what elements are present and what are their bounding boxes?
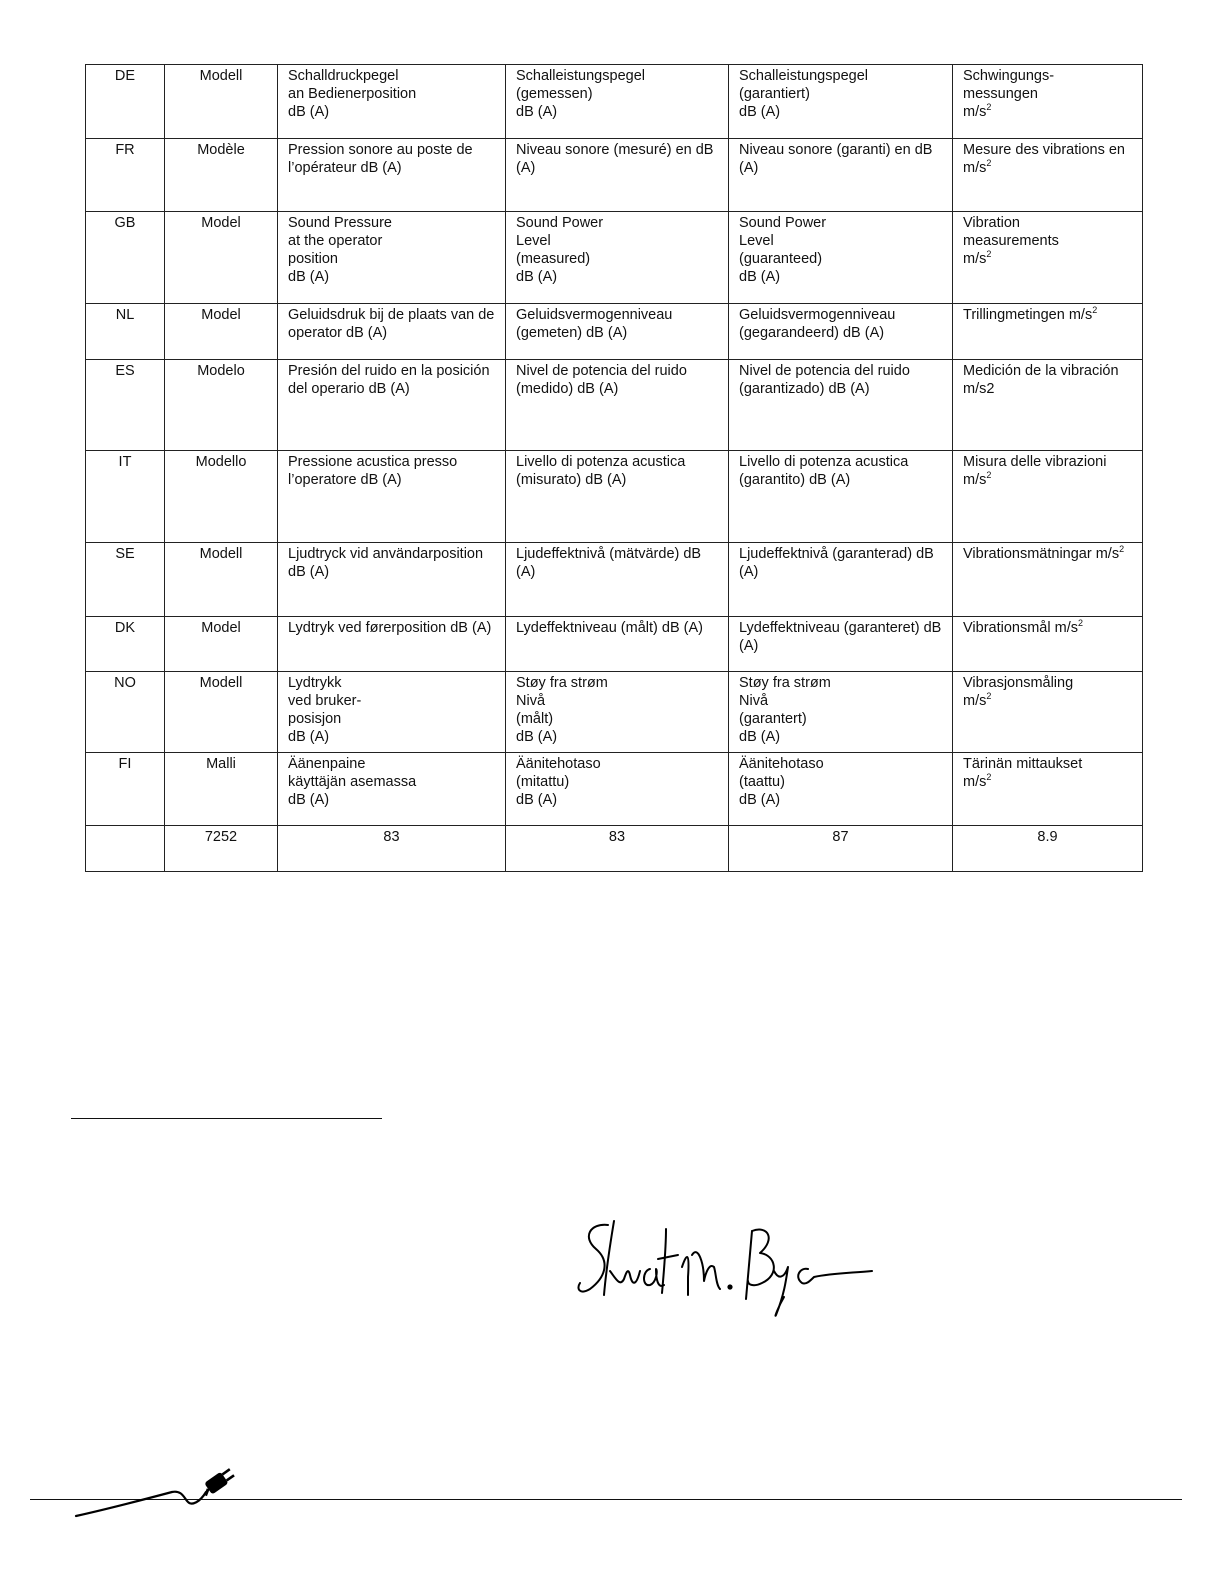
table-row <box>86 139 1143 212</box>
sound-pressure-label: Lydtryk ved førerposition dB (A) <box>278 617 506 672</box>
vibration-label: Vibration measurements $m/s^2$ <box>953 212 1143 304</box>
sound-power-guaranteed-label: Lydeffektniveau (garanteret) dB (A) <box>729 617 953 672</box>
table-row <box>86 753 1143 826</box>
sound-pressure-label: Äänenpaine käyttäjän asemassa dB (A) <box>278 753 506 826</box>
sound-power-measured-label: Ljudeffektnivå (mätvärde) dB (A) <box>506 543 729 617</box>
sound-power-guaranteed-label: Niveau sonore (garanti) en dB (A) <box>729 139 953 212</box>
vibration-label: Vibrationsmätningar $m/s^2$ <box>953 543 1143 617</box>
table-row <box>86 304 1143 360</box>
model-label: Modell <box>165 543 278 617</box>
country-code: FI <box>86 753 165 826</box>
sound-power-measured-label: Niveau sonore (mesuré) en dB (A) <box>506 139 729 212</box>
signature-line <box>71 1118 382 1119</box>
sound-power-measured-label: Schalleistungspegel (gemessen) dB (A) <box>506 65 729 139</box>
country-code: NO <box>86 672 165 753</box>
country-code: NL <box>86 304 165 360</box>
sound-power-guaranteed-label: Ljudeffektnivå (garanterad) dB (A) <box>729 543 953 617</box>
sound-power-guaranteed-label: Äänitehotaso (taattu) dB (A) <box>729 753 953 826</box>
model-label: Malli <box>165 753 278 826</box>
sound-power-measured-label: Nivel de potencia del ruido (medido) dB (A) <box>506 360 729 451</box>
sound-power-measured-label: Sound Power Level (measured) dB (A) <box>506 212 729 304</box>
country-code: DK <box>86 617 165 672</box>
sound-power-guaranteed-label: Schalleistungspegel (garantiert) dB (A) <box>729 65 953 139</box>
table-row <box>86 451 1143 543</box>
sound-pressure-value: 83 <box>278 826 506 872</box>
vibration-value: 8.9 <box>953 826 1143 872</box>
sound-pressure-label: Pressione acustica presso l’operatore dB (A) <box>278 451 506 543</box>
values-row <box>86 826 1143 872</box>
model-label: Modelo <box>165 360 278 451</box>
sound-pressure-label: Schalldruckpegel an Bedienerposition dB (A) <box>278 65 506 139</box>
table-row <box>86 672 1143 753</box>
handwritten-signature <box>570 1215 880 1320</box>
vibration-label: Mesure des vibrations en $m/s^2$ <box>953 139 1143 212</box>
noise-vibration-table <box>85 64 1143 872</box>
model-label: Modell <box>165 672 278 753</box>
country-code: DE <box>86 65 165 139</box>
sound-power-measured-label: Geluidsvermogenniveau (gemeten) dB (A) <box>506 304 729 360</box>
sound-power-measured-label: Støy fra strøm Nivå (målt) dB (A) <box>506 672 729 753</box>
country-code: IT <box>86 451 165 543</box>
vibration-label: Medición de la vibración m/s2 <box>953 360 1143 451</box>
sound-pressure-label: Presión del ruido en la posición del operario dB (A) <box>278 360 506 451</box>
vibration-label: Vibrationsmål $m/s^2$ <box>953 617 1143 672</box>
table-row <box>86 543 1143 617</box>
vibration-label: Tärinän mittaukset $m/s^2$ <box>953 753 1143 826</box>
sound-pressure-label: Geluidsdruk bij de plaats van de operator dB (A) <box>278 304 506 360</box>
table-row <box>86 617 1143 672</box>
sound-power-guaranteed-label: Livello di potenza acustica (garantito) dB (A) <box>729 451 953 543</box>
sound-power-measured-label: Lydeffektniveau (målt) dB (A) <box>506 617 729 672</box>
country-code: SE <box>86 543 165 617</box>
model-label: Model <box>165 304 278 360</box>
sound-power-measured-label: Äänitehotaso (mitattu) dB (A) <box>506 753 729 826</box>
table-row <box>86 360 1143 451</box>
model-label: Modell <box>165 65 278 139</box>
sound-pressure-label: Ljudtryck vid användarposition dB (A) <box>278 543 506 617</box>
sound-power-guaranteed-label: Støy fra strøm Nivå (garantert) dB (A) <box>729 672 953 753</box>
table-row <box>86 65 1143 139</box>
sound-power-measured-value: 83 <box>506 826 729 872</box>
power-plug-icon <box>72 1468 242 1520</box>
sound-pressure-label: Sound Pressure at the operator position dB (A) <box>278 212 506 304</box>
sound-power-guaranteed-label: Sound Power Level (guaranteed) dB (A) <box>729 212 953 304</box>
empty-cell <box>86 826 165 872</box>
sound-power-guaranteed-label: Nivel de potencia del ruido (garantizado) dB (A) <box>729 360 953 451</box>
model-number: 7252 <box>165 826 278 872</box>
sound-pressure-label: Lydtrykk ved bruker- posisjon dB (A) <box>278 672 506 753</box>
country-code: FR <box>86 139 165 212</box>
table-row <box>86 212 1143 304</box>
vibration-label: Schwingungs- messungen $m/s^2$ <box>953 65 1143 139</box>
country-code: GB <box>86 212 165 304</box>
vibration-label: Vibrasjonsmåling $m/s^2$ <box>953 672 1143 753</box>
sound-power-guaranteed-label: Geluidsvermogenniveau (gegarandeerd) dB (A) <box>729 304 953 360</box>
vibration-label: Trillingmetingen $m/s^2$ <box>953 304 1143 360</box>
model-label: Model <box>165 617 278 672</box>
model-label: Model <box>165 212 278 304</box>
sound-pressure-label: Pression sonore au poste de l’opérateur dB (A) <box>278 139 506 212</box>
vibration-label: Misura delle vibrazioni $m/s^2$ <box>953 451 1143 543</box>
model-label: Modèle <box>165 139 278 212</box>
country-code: ES <box>86 360 165 451</box>
model-label: Modello <box>165 451 278 543</box>
sound-power-measured-label: Livello di potenza acustica (misurato) dB (A) <box>506 451 729 543</box>
sound-power-guaranteed-value: 87 <box>729 826 953 872</box>
